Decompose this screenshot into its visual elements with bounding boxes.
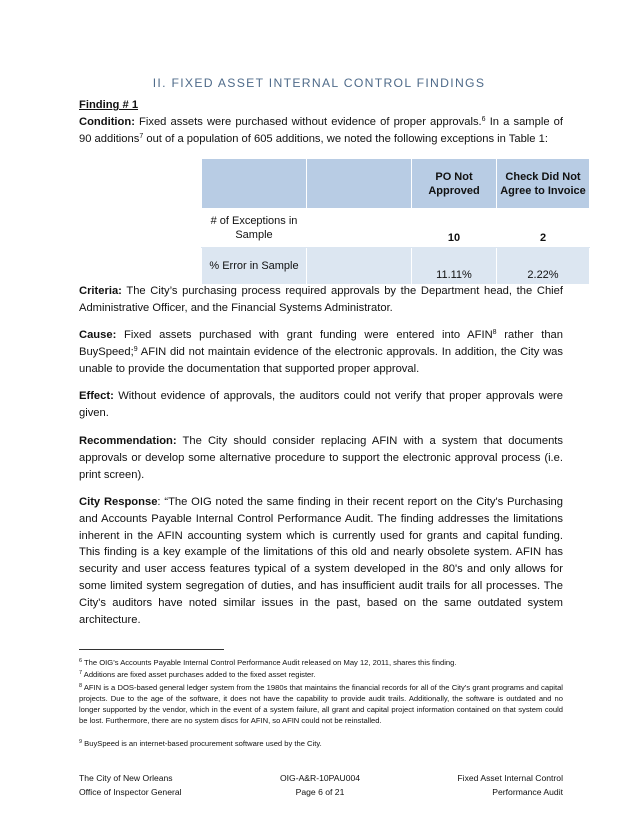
city-response-text: : “The OIG noted the same finding in their recent report on the City's Purchasing and Accounts Payable Internal Control Performance Audit. The finding addresses the limitations inherent in the AFIN accounting system which is currently used for grants and capital funding. This finding is a key example of the limitations of this old and nearly obsolete system. AFIN has security and user access features typical of a system developed in the 80's and only allows for some limited system segregation of duties, and has insufficient audit trails for all processes. The City's auditors have noted similar issues in the past, based on the same outdated system architecture.: [79, 496, 563, 626]
footnote-divider: [79, 649, 224, 650]
recommendation-text: The City should consider replacing AFIN with a system that documents approvals or develop some alternative procedure to support the electronic approval process (i.e. print screen).: [79, 435, 563, 481]
row-label-error: % Error in Sample: [202, 248, 307, 285]
footer-page-number: Page 6 of 21: [295, 787, 345, 797]
table-row: [202, 248, 590, 285]
section-title: II. FIXED ASSET INTERNAL CONTROL FINDINGS: [152, 76, 486, 90]
cause-text-3: AFIN did not maintain evidence of the electronic approvals. In addition, the City was unable to provide the documentation that supported proper approval.: [79, 345, 563, 375]
effect-text: Without evidence of approvals, the auditors could not verify that proper approvals were given.: [79, 390, 563, 419]
finding-heading: Finding # 1: [79, 99, 139, 111]
footer-left: [79, 771, 182, 799]
cause-label: Cause:: [79, 329, 117, 341]
recommendation-paragraph: [79, 433, 563, 483]
footnote-text: BuySpeed is an internet-based procurement software used by the City.: [82, 739, 322, 748]
footer-report-title: Fixed Asset Internal Control: [457, 773, 563, 783]
row-label-exceptions: # of Exceptions in Sample: [202, 209, 307, 248]
footnote-6: [79, 657, 563, 668]
condition-text: Fixed assets were purchased without evidence of proper approvals.: [134, 115, 482, 128]
table-spacer-cell: [307, 159, 412, 209]
col-header-check-did-not-agree: Check Did Not Agree to Invoice: [497, 159, 590, 209]
footer-report-type: Performance Audit: [492, 787, 563, 797]
table-spacer-cell: [307, 248, 412, 285]
condition-text-3: out of a population of 605 additions, we noted the following exceptions in Table 1:: [143, 132, 548, 145]
cell-check-error: 2.22%: [497, 248, 590, 285]
footer-right: [457, 771, 563, 799]
table-corner-cell: [202, 159, 307, 209]
footnote-7: [79, 669, 563, 680]
footnote-ref-6: 6: [481, 115, 486, 123]
cell-po-error: 11.11%: [412, 248, 497, 285]
footnote-text: Additions are fixed asset purchases added to the fixed asset register.: [82, 670, 316, 679]
cause-text: Fixed assets purchased with grant funding were entered into AFIN: [116, 329, 493, 341]
col-header-po-not-approved: PO Not Approved: [412, 159, 497, 209]
effect-label: Effect:: [79, 390, 114, 402]
condition-label: Condition:: [79, 115, 135, 128]
footnote-number: 7: [79, 670, 83, 676]
cell-po-exceptions: 10: [412, 209, 497, 248]
effect-paragraph: [79, 388, 563, 422]
footnote-ref-7: 7: [139, 132, 144, 140]
footnote-number: 6: [79, 658, 83, 664]
table-header-row: [202, 159, 590, 209]
footnote-number: 8: [79, 683, 83, 689]
footnote-number: 9: [79, 739, 83, 745]
footnote-text: AFIN is a DOS-based general ledger system from the 1980s that maintains the financial records for all of the City’s grant programs and capital projects. Due to the age of the software, it does not have the capability to provide audit trails. Additionally, the software is outdated and no longer supported by the vendor, which in the event of a system failure, all grant and capital project information contained on that system could be lost. Furthermore, there are no system discs for AFIN, so AFIN could not be reinstalled.: [79, 683, 563, 725]
cause-text-2: rather than BuySpeed;: [79, 329, 564, 358]
table-spacer-cell: [307, 209, 412, 248]
finding-block: [79, 97, 563, 147]
footnote-9: [79, 738, 563, 749]
table-row: [202, 209, 590, 248]
criteria-text: The City’s purchasing process required approvals by the Department head, the Chief Administrative Officer, and the Financial Systems Administrator.: [79, 285, 563, 314]
footnote-8: [79, 682, 563, 726]
footnote-ref-8: 8: [492, 329, 497, 336]
footer-org: The City of New Orleans: [79, 773, 173, 783]
cause-paragraph: [79, 327, 563, 377]
footer-office: Office of Inspector General: [79, 787, 182, 797]
city-response-label: City Response: [79, 496, 158, 508]
footer-center: [260, 771, 380, 799]
exceptions-table: [201, 158, 590, 285]
footer-report-id: OIG-A&R-10PAU004: [279, 773, 361, 783]
condition-text-2: In a sample of 90 additions: [79, 115, 563, 145]
city-response-paragraph: [79, 494, 563, 628]
criteria-label: Criteria:: [79, 285, 122, 297]
condition-paragraph: [79, 114, 563, 148]
criteria-paragraph: [79, 283, 563, 317]
footnote-ref-9: 9: [133, 345, 138, 353]
footnote-text: The OIG’s Accounts Payable Internal Control Performance Audit released on May 12, 2011, shares this finding.: [82, 658, 457, 667]
recommendation-label: Recommendation:: [79, 435, 177, 447]
cell-check-exceptions: 2: [497, 209, 590, 248]
